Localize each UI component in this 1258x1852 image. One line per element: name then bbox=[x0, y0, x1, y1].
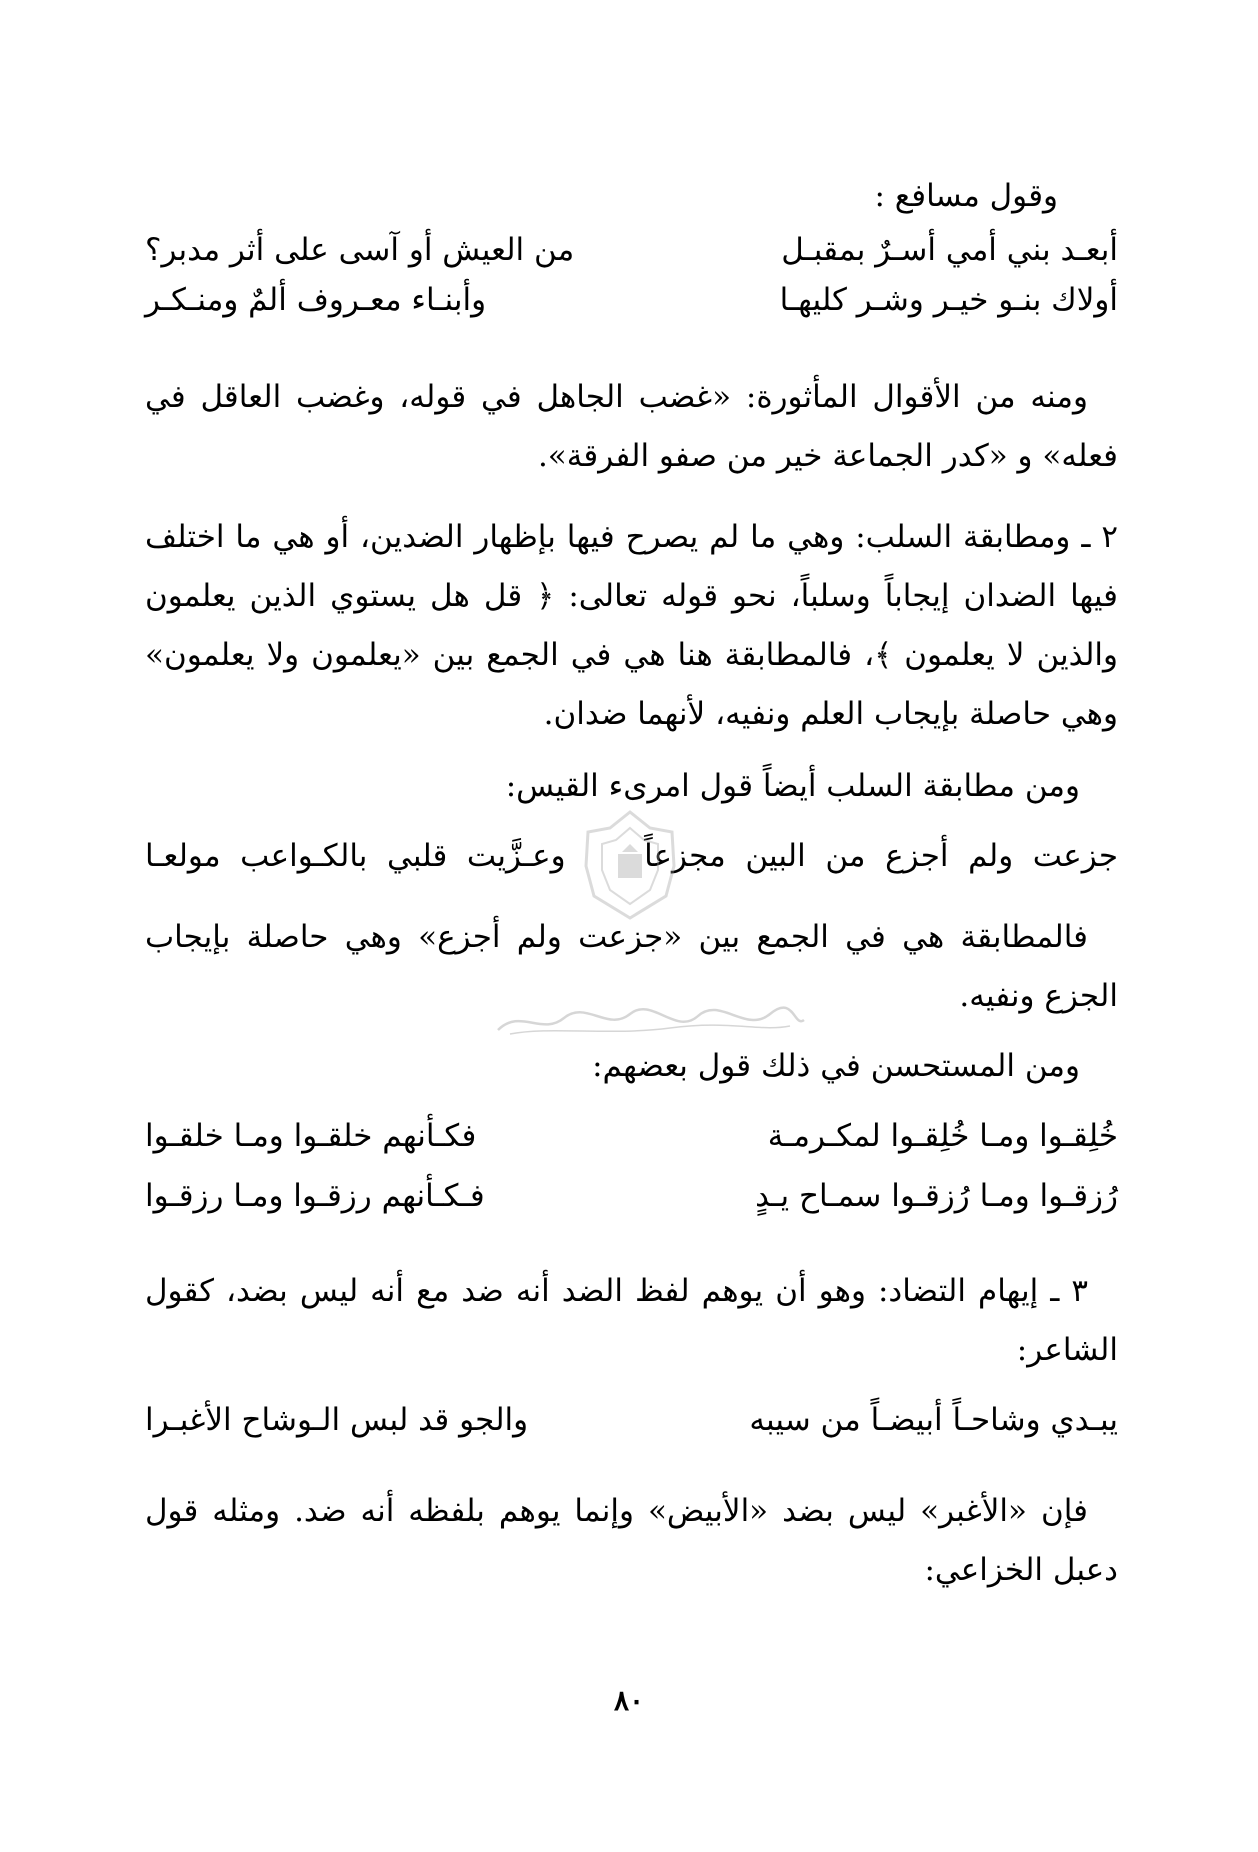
paragraph-6: ٣ ـ إيهام التضاد: وهو أن يوهم لفظ الضد أنه ضد مع أنه ليس بضد، كقول الشاعر: bbox=[145, 1273, 1118, 1368]
verse-1-first-hemistich: أبعـد بني أمي أسـرٌ بمقبـل bbox=[781, 232, 1118, 268]
verse-3-first-hemistich: جزعت ولم أجزع من البين مجزعاً bbox=[644, 838, 1118, 874]
verse-4 bbox=[145, 1118, 1118, 1162]
paragraph-7: فإن «الأغبر» ليس بضد «الأبيض» وإنما يوهم بلفظه أنه ضد. ومثله قول دعبل الخزاعي: bbox=[145, 1493, 1118, 1588]
paragraph-3: ومن مطابقة السلب أيضاً قول امرىء القيس: bbox=[505, 768, 1080, 804]
verse-1 bbox=[145, 232, 1118, 276]
verse-6-second-hemistich: والجو قد لبس الـوشاح الأغبـرا bbox=[145, 1402, 529, 1438]
verse-2-second-hemistich: وأبنـاء معـروف ألمٌ ومنـكـر bbox=[145, 282, 487, 318]
verse-2 bbox=[145, 282, 1118, 326]
watermark-calligraphy-icon bbox=[490, 1002, 810, 1042]
verse-4-second-hemistich: فكـأنهم خلقـوا ومـا خلقـوا bbox=[145, 1118, 477, 1154]
paragraph-5: ومن المستحسن في ذلك قول بعضهم: bbox=[592, 1048, 1080, 1084]
verse-1-second-hemistich: من العيش أو آسى على أثر مدبر؟ bbox=[145, 232, 575, 268]
verse-5 bbox=[145, 1178, 1118, 1222]
verse-3-second-hemistich: وعـزَّيت قلبي بالكـواعب مولعـا bbox=[145, 838, 566, 874]
verse-2-first-hemistich: أولاك بنـو خيـر وشـر كليهـا bbox=[779, 282, 1118, 318]
verse-6-first-hemistich: يبـدي وشاحـاً أبيضـاً من سيبه bbox=[749, 1402, 1118, 1438]
watermark-seal-icon bbox=[580, 808, 680, 923]
intro-line: وقول مسافع : bbox=[874, 178, 1058, 214]
verse-4-first-hemistich: خُلِقـوا ومـا خُلِقـوا لمكـرمـة bbox=[767, 1118, 1118, 1154]
verse-6 bbox=[145, 1402, 1118, 1446]
paragraph-4: فالمطابقة هي في الجمع بين «جزعت ولم أجزع» وهي حاصلة بإيجاب الجزع ونفيه. bbox=[145, 919, 1118, 1014]
page-number: ٨٠ bbox=[613, 1684, 645, 1717]
paragraph-2: ٢ ـ ومطابقة السلب: وهي ما لم يصرح فيها بإظهار الضدين، أو هي ما اختلف فيها الضدان إيجاباً وسلباً، نحو قوله تعالى: ﴿ قل هل يستوي الذين يعلمون والذين لا يعلمون ﴾، فالمطابقة هنا هي في الجمع بين «يعلمون ولا يعلمون» وهي حاصلة بإيجاب العلم ونفيه، لأنهما ضدان. bbox=[145, 519, 1118, 732]
verse-5-first-hemistich: رُزقـوا ومـا رُزقـوا سمـاح يـدٍ bbox=[755, 1178, 1118, 1214]
verse-5-second-hemistich: فـكـأنهم رزقـوا ومـا رزقـوا bbox=[145, 1178, 485, 1214]
paragraph-1: ومنه من الأقوال المأثورة: «غضب الجاهل في قوله، وغضب العاقل في فعله» و «كدر الجماعة خير من صفو الفرقة». bbox=[145, 379, 1118, 474]
